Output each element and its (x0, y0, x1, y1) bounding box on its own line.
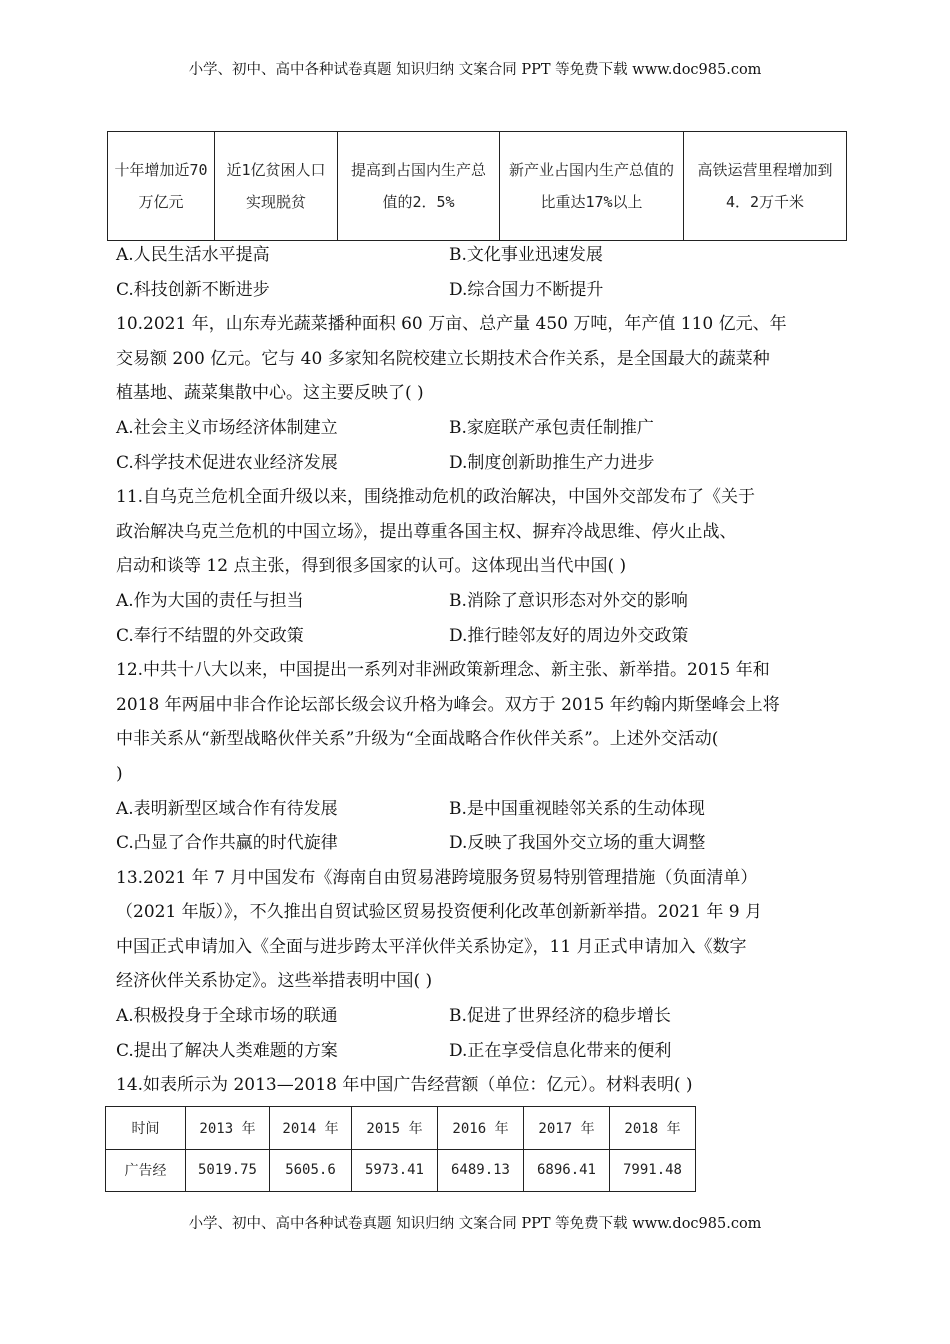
q11-stem-line: 启动和谈等 12 点主张，得到很多国家的认可。这体现出当代中国( ) (116, 556, 627, 577)
achievement-table (107, 131, 847, 241)
q10-options-row-2 (116, 446, 838, 481)
q9-option-a: A.人民生活水平提高 (116, 245, 270, 265)
table-cell: 5973.41 (352, 1149, 438, 1192)
table-header-cell: 2018 年 (610, 1107, 696, 1150)
q11-stem-line: 政治解决乌克兰危机的中国立场》，提出尊重各国主权、摒弃冷战思维、停火止战、 (116, 521, 737, 542)
q12-stem-line: 12.中共十八大以来，中国提出一系列对非洲政策新理念、新主张、新举措。2015 年和 (116, 660, 770, 681)
q13-options-row-1 (116, 999, 838, 1034)
table-cell: 6489.13 (438, 1149, 524, 1192)
table-row-label: 广告经 (106, 1149, 186, 1192)
q9-options-row-1 (116, 238, 838, 273)
q13-option-c: C.提出了解决人类难题的方案 (116, 1040, 338, 1061)
q12-option-a: A.表明新型区域合作有待发展 (116, 798, 338, 819)
table-header-cell: 2014 年 (270, 1107, 352, 1150)
q10-options-row-1 (116, 411, 838, 446)
q12-stem-line: ) (116, 763, 123, 784)
table-cell: 6896.41 (524, 1149, 610, 1192)
q11-option-b: B.消除了意识形态对外交的影响 (449, 590, 688, 611)
table-cell: 7991.48 (610, 1149, 696, 1192)
q11-options-row-2 (116, 619, 838, 654)
q11-option-a: A.作为大国的责任与担当 (116, 590, 304, 611)
table-cell: 十年增加近70万亿元 (108, 132, 215, 241)
q10-option-a: A.社会主义市场经济体制建立 (116, 417, 338, 438)
q13-stem-line: 中国正式申请加入《全面与进步跨太平洋伙伴关系协定》，11 月正式申请加入《数字 (116, 936, 747, 957)
questions-body (116, 238, 838, 1103)
q9-option-c: C.科技创新不断进步 (116, 279, 270, 300)
q12-option-d: D.反映了我国外交立场的重大调整 (449, 833, 706, 854)
q11-stem-line: 11.自乌克兰危机全面升级以来，围绕推动危机的政治解决，中国外交部发布了《关于 (116, 487, 756, 508)
q13-stem-line: 13.2021 年 7 月中国发布《海南自由贸易港跨境服务贸易特别管理措施（负面清单） (116, 867, 758, 888)
table-header-cell: 2016 年 (438, 1107, 524, 1150)
ad-revenue-table (105, 1106, 696, 1192)
table-cell: 5605.6 (270, 1149, 352, 1192)
q11-options-row-1 (116, 584, 838, 619)
table-cell: 5019.75 (186, 1149, 270, 1192)
table-header-cell: 2017 年 (524, 1107, 610, 1150)
table-header-row (106, 1107, 696, 1150)
q13-option-d: D.正在享受信息化带来的便利 (449, 1040, 672, 1061)
q11-option-d: D.推行睦邻友好的周边外交政策 (449, 625, 689, 646)
q13-stem-line: 经济伙伴关系协定》。这些举措表明中国( ) (116, 971, 433, 992)
q12-option-b: B.是中国重视睦邻关系的生动体现 (449, 798, 705, 819)
q9-option-d: D.综合国力不断提升 (449, 279, 604, 300)
q10-option-d: D.制度创新助推生产力进步 (449, 452, 655, 473)
q12-option-c: C.凸显了合作共赢的时代旋律 (116, 833, 338, 854)
table-header-cell: 2013 年 (186, 1107, 270, 1150)
q10-stem-line: 交易额 200 亿元。它与 40 多家知名院校建立长期技术合作关系，是全国最大的蔬菜种 (116, 348, 770, 369)
q12-stem-line: 2018 年两届中非合作论坛部长级会议升格为峰会。双方于 2015 年约翰内斯堡峰会上将 (116, 694, 780, 715)
q12-options-row-1 (116, 792, 838, 827)
q11-option-c: C.奉行不结盟的外交政策 (116, 625, 304, 646)
q10-stem-line: 10.2021 年，山东寿光蔬菜播种面积 60 万亩、总产量 450 万吨，年产值 110 亿元、年 (116, 314, 787, 335)
table-cell: 近1亿贫困人口实现脱贫 (215, 132, 338, 241)
q9-option-b: B.文化事业迅速发展 (449, 245, 603, 265)
page-header: 小学、初中、高中各种试卷真题 知识归纳 文案合同 PPT 等免费下载 www.doc985.com (188, 62, 762, 78)
q13-options-row-2 (116, 1034, 838, 1069)
q14-stem-line: 14.如表所示为 2013—2018 年中国广告经营额（单位：亿元）。材料表明( ) (116, 1075, 693, 1096)
page-footer: 小学、初中、高中各种试卷真题 知识归纳 文案合同 PPT 等免费下载 www.doc985.com (188, 1216, 762, 1232)
q10-option-c: C.科学技术促进农业经济发展 (116, 452, 338, 473)
table-cell: 新产业占国内生产总值的比重达17%以上 (500, 132, 684, 241)
q10-stem-line: 植基地、蔬菜集散中心。这主要反映了( ) (116, 383, 424, 404)
table-row (106, 1149, 696, 1192)
table-header-cell: 时间 (106, 1107, 186, 1150)
q12-options-row-2 (116, 826, 838, 861)
q9-options-row-2 (116, 273, 838, 308)
table-row (108, 132, 847, 241)
q13-stem-line: （2021 年版）》，不久推出自贸试验区贸易投资便利化改革创新新举措。2021 年 9 月 (116, 902, 762, 923)
q13-option-b: B.促进了世界经济的稳步增长 (449, 1006, 671, 1027)
table-cell: 高铁运营里程增加到4．2万千米 (684, 132, 847, 241)
table-header-cell: 2015 年 (352, 1107, 438, 1150)
table-cell: 提高到占国内生产总值的2．5% (338, 132, 500, 241)
q12-stem-line: 中非关系从“新型战略伙伴关系”升级为“全面战略合作伙伴关系”。上述外交活动( (116, 729, 719, 750)
q13-option-a: A.积极投身于全球市场的联通 (116, 1006, 338, 1027)
q10-option-b: B.家庭联产承包责任制推广 (449, 417, 654, 438)
